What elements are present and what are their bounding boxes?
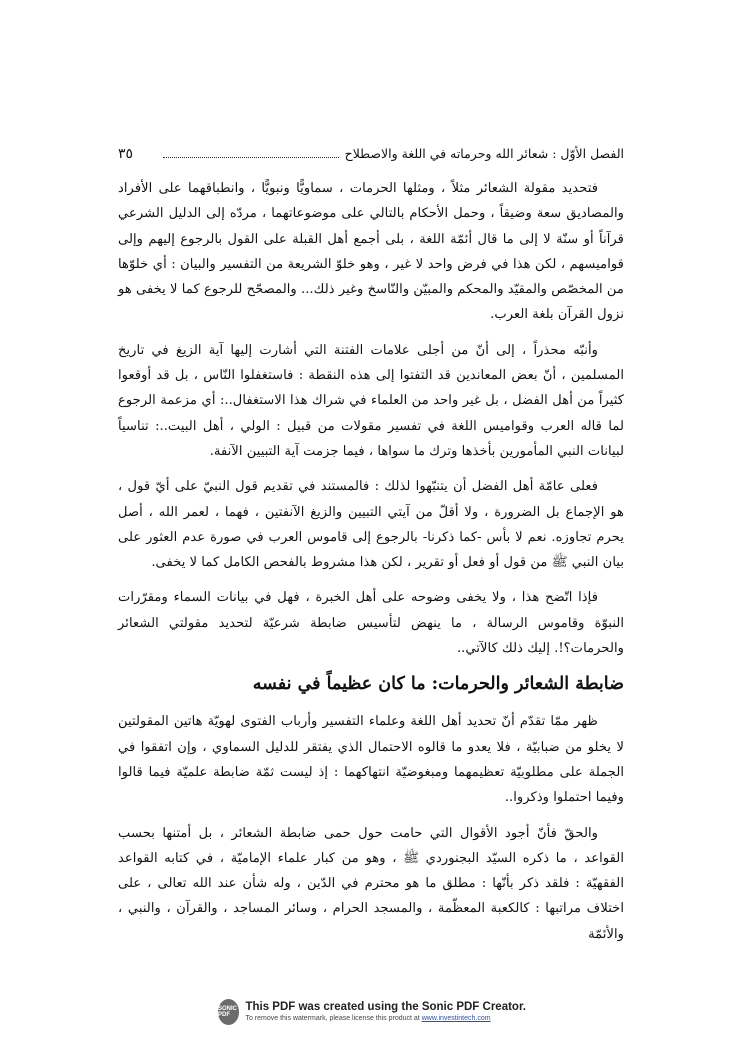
paragraph: فعلى عامّة أهل الفضل أن يتنبّهوا لذلك : فالمستند في تقديم قول النبيّ على أيّ قول ، هو الإجماع بل الضرورة ، ولا أقلّ من آيتي التبيين والزيغ الآنفتين ، فهما ، لعمر الله ، أصل يحرم تجاوزه. نعم لا بأس -كما ذكرنا- بالرجوع إلى قاموس العرب في صورة عدم العثور على بيان النبي ﷺ من قول أو فعل أو تقرير ، لكن هذا مشروط بالفحص الكامل كما لا يخفى. [118, 479, 624, 571]
paragraph: والحقّ فأنّ أجود الأقوال التي حامت حول حمى ضابطة الشعائر ، بل أمتنها بحسب القواعد ، ما ذكره السيّد البجنوردي ﷺ ، وهو من كبار علماء الإماميّة ، في كتابه القواعد الفقهيّة : فلقد ذكر بأنّها : مطلق ما هو محترم في الدّين ، وله شأن عند الله تعالى ، على اختلاف مراتبها : كالكعبة المعظّمة ، والمسجد الحرام ، وسائر المساجد ، والقرآن ، والنبي ، والأئمّة [118, 825, 624, 942]
header-dot-leader [163, 157, 339, 158]
paragraph: فإذا اتّضح هذا ، ولا يخفى وضوحه على أهل الخبرة ، فهل في بيانات السماء ومقرّرات النبوّة وقاموس الرسالة ، ما ينهض لتأسيس ضابطة شرعيّة لتحديد مقولتي الشعائر والحرمات؟!. إليك ذلك كالآتي.. [118, 590, 624, 657]
page-number: ٣٥ [118, 146, 134, 162]
paragraph: فتحديد مقولة الشعائر مثلاً ، ومثلها الحرمات ، سماويًّا ونبويًّا ، وانطباقهما على الأفراد والمصاديق سعة وضيقاً ، وحمل الأحكام بالتالي على موضوعاتهما ، مردّه إلى الدليل الشرعي قرآناً أو سنّة لا إلى ما قال أئمّة اللغة ، بلى أجمع أهل القبلة على القول بالرجوع إليهم وإلى قواميسهم ، لكن هذا في فرض واحد لا غير ، وهو خلوّ الشريعة من التفسير والبيان : أي خلوّها من المخصّص والمقيّد والمحكم والمبيّن والنّاسخ وغير ذلك... والمصحّح للرجوع كما لا يخفى هو نزول القرآن بلغة العرب. [118, 181, 624, 323]
pdf-watermark [218, 997, 526, 1027]
section-heading: ضابطة الشعائر والحرمات: ما كان عظيماً في نفسه [252, 674, 624, 695]
watermark-link[interactable]: www.investintech.com [421, 1015, 491, 1022]
paragraph: وأنبّه محذراً ، إلى أنّ من أجلى علامات الفتنة التي أشارت إليها آية الزيغ في تاريخ المسلمين ، أنّ بعض المعاندين قد التفتوا إلى هذه النقطة : فاستغفلوا النّاس ، بل قد أوقعوا كثيراً من أهل الفضل ، بل غير واحد من العلماء في شراك هذا الاستغفال..: أي مزعمة الرجوع لما قاله العرب وقواميس اللغة في تفسير مقولات من قبيل : الولي ، أهل البيت..: تناسياً لبيانات النبي المأمورين بأخذها وترك ما سواها ، فيما جزمت آية التبيين الآنفة. [118, 342, 624, 459]
running-header [118, 140, 624, 162]
sonic-pdf-logo-icon: SONIC PDF [218, 999, 239, 1025]
chapter-title: الفصل الأوّل : شعائر الله وحرماته في اللغة والاصطلاح [344, 146, 624, 161]
watermark-line-1: This PDF was created using the Sonic PDF Creator. [245, 1001, 526, 1013]
watermark-note: To remove this watermark, please license this product at [245, 1015, 420, 1022]
page-body [118, 176, 624, 957]
paragraph: ظهر ممّا تقدّم أنّ تحديد أهل اللغة وعلماء التفسير وأرباب الفتوى لهويّة هاتين المقولتين لا يخلو من ضبابيّة ، فلا يعدو ما قالوه الاحتمال الذي يفتقر للدليل السماوي ، وإن اتفقوا في الجملة على مطلوبيّة تعظيمهما ومبغوضيّة انتهاكهما : إذ ليست ثمّة ضابطة علميّة فيما قالوا وفيما احتملوا وذكروا.. [118, 714, 624, 806]
watermark-line-2 [245, 1014, 526, 1024]
